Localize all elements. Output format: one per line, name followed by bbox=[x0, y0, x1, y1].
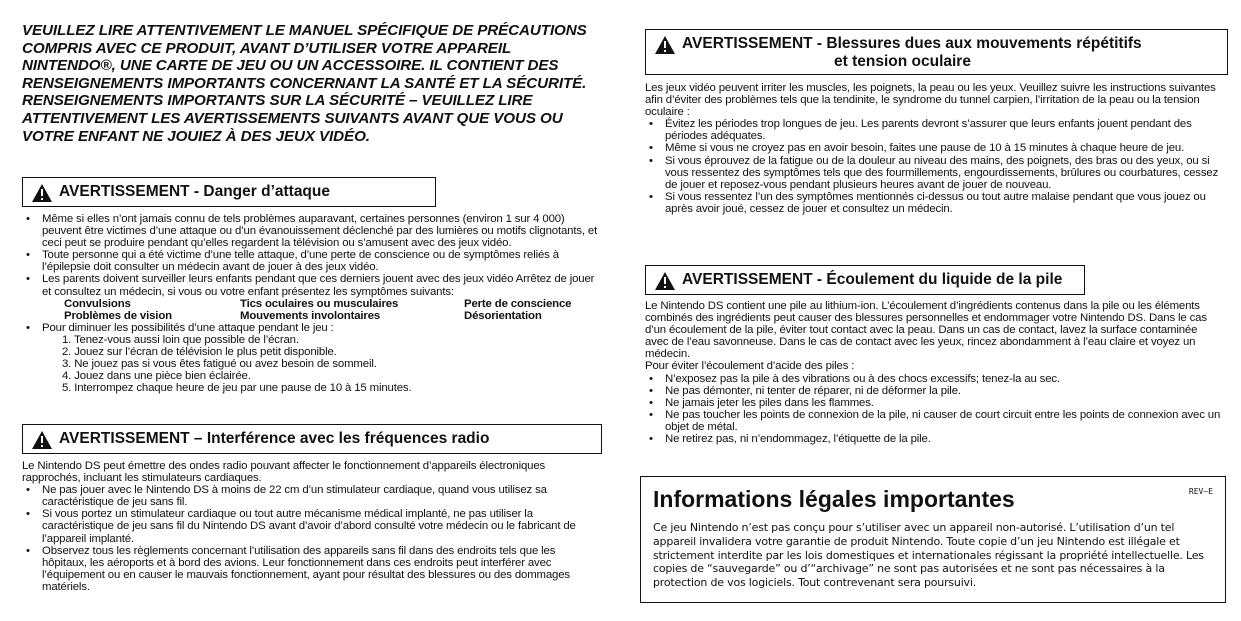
repetitive-warning-title: AVERTISSEMENT - Blessures dues aux mouvements répétitifs bbox=[682, 35, 1142, 52]
list-item: • Ne retirez pas, ni n’endommagez, l’étiquette de la pile. bbox=[645, 433, 1223, 445]
intro-paragraph-2: RENSEIGNEMENTS IMPORTANTS SUR LA SÉCURITÉ – VEUILLEZ LIRE ATTENTIVEMENT LES AVERTISSEMENTS SUIVANTS AVANT QUE VOUS OU VOTRE ENFANT NE JOUIEZ À DES JEUX VIDÉO. bbox=[22, 92, 563, 145]
radio-intro: Le Nintendo DS peut émettre des ondes radio pouvant affecter le fonctionnement d’appareils électroniques rapprochés, incluant les stimulateurs cardiaques. bbox=[22, 460, 546, 485]
warning-triangle-icon bbox=[654, 271, 676, 291]
list-item: • Ne pas jouer avec le Nintendo DS à moins de 22 cm d’un stimulateur cardiaque, quand vous utilisez sa caractéristique de jeu sans fil. bbox=[22, 484, 602, 508]
list-item: • Même si vous ne croyez pas en avoir besoin, faites une pause de 10 à 15 minutes à chaque heure de jeu. bbox=[645, 142, 1220, 154]
warning-triangle-icon bbox=[654, 35, 676, 55]
battery-intro: Le Nintendo DS contient une pile au lithium-ion. L’écoulement d’ingrédients contenus dans la pile ou les éléments combinés des ingrédients peut causer des blessures personnelles et endommager votre Nintendo DS. Dans le cas d’un écoulement de la pile, éviter tout contact avec la peau. Dans un cas de contact, lavez la surface contaminée avec de l’eau savonneuse. Dans le cas de contact avec les yeux, rincez abondamment à l’eau claire et voyez un médecin. bbox=[645, 300, 1207, 361]
repetitive-warning-header bbox=[645, 29, 1228, 75]
list-item: • Si vous ressentez l’un des symptômes mentionnés ci-dessus ou tout autre malaise pendant que vous jouez ou après avoir joué, cessez de jouer et consultez un médecin. bbox=[645, 191, 1220, 215]
seizure-warning-title: AVERTISSEMENT - Danger d’attaque bbox=[59, 183, 330, 200]
repetitive-warning-subtitle: et tension oculaire bbox=[834, 53, 971, 70]
revision-code: REV–E bbox=[1188, 487, 1213, 496]
list-item: • Évitez les périodes trop longues de jeu. Les parents devront s’assurer que leurs enfants jouent pendant des périodes adéquates. bbox=[645, 118, 1220, 142]
warning-triangle-icon bbox=[31, 430, 53, 450]
list-item: • Ne pas toucher les points de connexion de la pile, ni causer de court circuit entre les points de connexion avec un objet de métal. bbox=[645, 409, 1223, 433]
list-item: • N’exposez pas la pile à des vibrations ou à des chocs excessifs; tenez-la au sec. bbox=[645, 373, 1223, 385]
symptom-item: Tics oculaires ou musculaires bbox=[240, 297, 399, 310]
battery-warning-header bbox=[645, 265, 1085, 295]
radio-warning-body bbox=[22, 460, 602, 593]
repetitive-intro: Les jeux vidéo peuvent irriter les muscles, les poignets, la peau ou les yeux. Veuillez suivre les instructions suivantes afin d’éviter des problèmes tels que la tendinite, le syndrome du tunnel carpien, l’irritation de la peau ou la tension oculaire : bbox=[645, 82, 1216, 119]
legal-info-box bbox=[640, 476, 1226, 603]
step-item: 3. Ne jouez pas si vous êtes fatigué ou avez besoin de sommeil. bbox=[62, 358, 377, 371]
battery-avoid-intro: Pour éviter l’écoulement d’acide des piles : bbox=[645, 360, 855, 373]
symptom-item: Mouvements involontaires bbox=[240, 309, 381, 322]
list-item: • Si vous portez un stimulateur cardiaque ou tout autre mécanisme médical implanté, ne pas utiliser la caractéristique de jeu sans fil du Nintendo DS avant d’avoir d’abord consulté votre médecin ou le fabricant de l’appareil implanté. bbox=[22, 508, 602, 544]
radio-warning-header bbox=[22, 424, 602, 454]
symptom-item: Convulsions bbox=[64, 297, 131, 310]
step-item: 5. Interrompez chaque heure de jeu par une pause de 10 à 15 minutes. bbox=[62, 382, 412, 395]
symptom-list bbox=[22, 298, 602, 322]
radio-warning-title: AVERTISSEMENT – Interférence avec les fréquences radio bbox=[59, 430, 490, 447]
intro-paragraph-1: VEUILLEZ LIRE ATTENTIVEMENT LE MANUEL SPÉCIFIQUE DE PRÉCAUTIONS COMPRIS AVEC CE PRODUIT, AVANT D’UTILISER VOTRE APPAREIL NINTENDO®, UNE CARTE DE JEU OU UN ACCESSOIRE. IL CONTIENT DES RENSEIGNEMENTS IMPORTANTS CONCERNANT LA SANTÉ ET LA SÉCURITÉ. bbox=[22, 22, 587, 92]
step-item: 4. Jouez dans une pièce bien éclairée. bbox=[62, 370, 251, 383]
step-item: 1. Tenez-vous aussi loin que possible de l’écran. bbox=[62, 333, 299, 346]
repetitive-warning-body bbox=[645, 82, 1220, 215]
legal-text: Ce jeu Nintendo n’est pas conçu pour s’utiliser avec un appareil non-autorisé. L’utilisation d’un tel appareil invalidera votre garantie de produit Nintendo. Toute copie d’un jeu Nintendo est illégale et strictement interdite par les lois domestiques et internationales régissant la propriété intellectuelle. Les copies de “sauvegarde” ou d’“archivage” ne sont pas autorisées et ne sont pas nécessaires à la protection de vos logiciels. Tout contrevenant sera poursuivi. bbox=[653, 521, 1204, 590]
symptom-item: Problèmes de vision bbox=[64, 309, 172, 322]
list-item: • Observez tous les règlements concernant l’utilisation des appareils sans fil dans des endroits tels que les hôpitaux, les aéroports et à bord des avions. Leur fonctionnement dans ces endroits peut interférer avec l’équipement ou en causer le mauvais fonctionnement, ayant pour résultat des blessures ou des dommages matériels. bbox=[22, 545, 602, 593]
list-item: • Même si elles n’ont jamais connu de tels problèmes auparavant, certaines personnes (environ 1 sur 4 000) peuvent être victimes d’une attaque ou d’un évanouissement déclenché par des lumières ou motifs clignotants, et ceci peut se produire pendant qu’elles regardent la télévision ou s’amusent avec des jeux vidéo. bbox=[22, 213, 602, 249]
list-item: • Ne pas démonter, ni tenter de réparer, ni de déformer la pile. bbox=[645, 385, 1223, 397]
prevention-steps bbox=[22, 334, 602, 394]
step-item: 2. Jouez sur l’écran de télévision le plus petit disponible. bbox=[62, 346, 337, 359]
symptom-item: Désorientation bbox=[464, 309, 542, 322]
battery-warning-body bbox=[645, 300, 1223, 445]
list-item: • Toute personne qui a été victime d’une telle attaque, d’une perte de conscience ou de symptômes reliés à l’épilepsie doit consulter un médecin avant de jouer à des jeux vidéo. bbox=[22, 249, 602, 273]
list-item: • Pour diminuer les possibilités d’une attaque pendant le jeu : bbox=[22, 322, 602, 334]
warning-triangle-icon bbox=[31, 183, 53, 203]
legal-title: Informations légales importantes bbox=[653, 486, 1015, 512]
battery-warning-title: AVERTISSEMENT - Écoulement du liquide de la pile bbox=[682, 271, 1063, 288]
list-item: • Ne jamais jeter les piles dans les flammes. bbox=[645, 397, 1223, 409]
safety-intro bbox=[22, 22, 602, 145]
seizure-warning-body bbox=[22, 213, 602, 394]
list-item: • Les parents doivent surveiller leurs enfants pendant que ces derniers jouent avec des jeux vidéo Arrêtez de jouer et consultez un médecin, si vous ou votre enfant présentez les symptômes suivants: bbox=[22, 273, 602, 297]
list-item: • Si vous éprouvez de la fatigue ou de la douleur au niveau des mains, des poignets, des bras ou des yeux, ou si vous ressentez des symptômes tels que des fourmillements, engourdissements, brûlures ou courbatures, cessez de jouer et reposez-vous pendant plusieurs heures avant de jouer de nouveau. bbox=[645, 155, 1220, 191]
seizure-warning-header bbox=[22, 177, 436, 207]
symptom-item: Perte de conscience bbox=[464, 297, 572, 310]
